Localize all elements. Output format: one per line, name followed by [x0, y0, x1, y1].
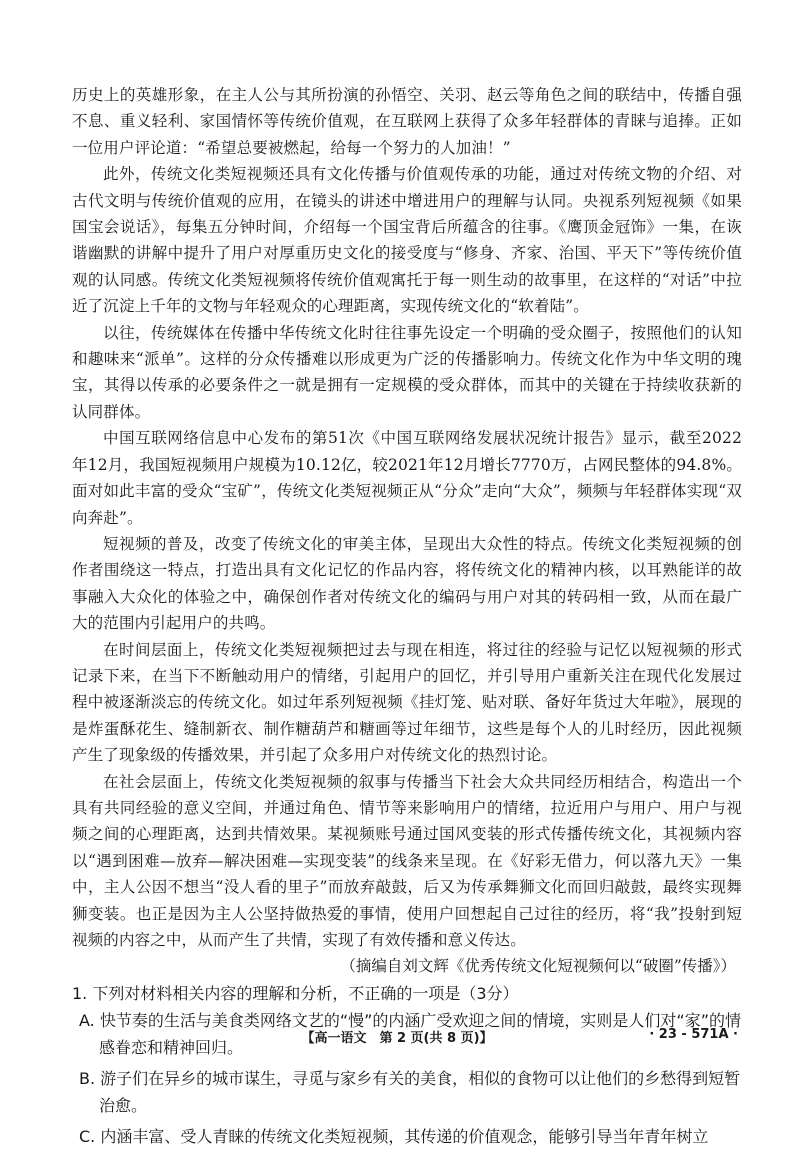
passage-paragraph: 短视频的普及，改变了传统文化的审美主体，呈现出大众性的特点。传统文化类短视频的创作者围绕这一特点，打造出具有文化记忆的作品内容，将传统文化的精神内核，以耳熟能详的故事融入大众化的体验之中，确保创作者对传统文化的编码与用户对其的转码相一致，从而在最广大的范围内引起用户的共鸣。 — [72, 534, 742, 633]
footer-exam-code: · 23 - 571A · — [649, 1027, 738, 1042]
question-stem: 1. 下列对材料相关内容的理解和分析，不正确的一项是（3分） — [72, 983, 519, 1003]
option-c: C. 内涵丰富、受人青睐的传统文化类短视频，其传递的价值观念，能够引导当年青年树立 — [79, 1126, 709, 1146]
document-page — [72, 82, 742, 1154]
option-b: B. 游子们在异乡的城市谋生，寻觅与家乡有关的美食，相似的食物可以让他们的乡愁得到短暂治愈。 — [79, 1068, 741, 1115]
option-a: A. 快节奏的生活与美食类网络文艺的“慢”的内涵广受欢迎之间的情境，实则是人们对“家”的情感眷恋和精神回归。 — [79, 1010, 741, 1057]
footer-page-info: 【高一语文 第 2 页(共 8 页)】 — [301, 1031, 493, 1046]
passage-paragraph: 中国互联网络信息中心发布的第51次《中国互联网络发展状况统计报告》显示，截至2022年12月，我国短视频用户规模为10.12亿，较2021年12月增长7770万，占网民整体的94.8%。面对如此丰富的受众“宝矿”，传统文化类短视频正从“分众”走向“大众”，频频与年轻群体实现“双向奔赴”。 — [72, 429, 742, 527]
passage-paragraph: 历史上的英雄形象，在主人公与其所扮演的孙悟空、关羽、赵云等角色之间的联结中，传播自强不息、重义轻利、家国情怀等传统价值观，在互联网上获得了众多年轻群体的青睐与追捧。正如一位用户评论道：“希望总要被燃起，给每一个努力的人加油！” — [72, 86, 742, 157]
passage-source: （摘编自刘文辉《优秀传统文化短视频何以“破圈”传播》） — [340, 957, 736, 976]
passage-paragraph: 在社会层面上，传统文化类短视频的叙事与传播当下社会大众共同经历相结合，构造出一个具有共同经验的意义空间，并通过角色、情节等来影响用户的情绪，拉近用户与用户、用户与视频之间的心理距离，达到共情效果。某视频账号通过国风变装的形式传播传统文化，其视频内容以“遇到困难—放弃—解决困难—实现变装”的线条来呈现。在《好彩无借力，何以落九天》一集中，主人公因不想当“没人看的里子”而放弃敲鼓，后又为传承舞狮文化而回归敲鼓，最终实现舞狮变装。也正是因为主人公坚持做热爱的事情，使用户回想起自己过往的经历，将“我”投射到短视频的内容之中，从而产生了共情，实现了有效传播和意义传达。 — [72, 772, 742, 949]
passage-paragraph: 以往，传统媒体在传播中华传统文化时往往事先设定一个明确的受众圈子，按照他们的认知和趣味来“派单”。这样的分众传播难以形成更为广泛的传播影响力。传统文化作为中华文明的瑰宝，其得以传承的必要条件之一就是拥有一定规模的受众群体，而其中的关键在于持续收获新的认同群体。 — [72, 323, 742, 421]
passage-paragraph: 在时间层面上，传统文化类短视频把过去与现在相连，将过往的经验与记忆以短视频的形式记录下来，在当下不断触动用户的情绪，引起用户的回忆，并引导用户重新关注在现代化发展过程中被逐渐淡忘的传统文化。如过年系列短视频《挂灯笼、贴对联、备好年货过大年啦》，展现的是炸蛋酥花生、缝制新衣、制作糖葫芦和糖画等过年细节，这些是每个人的儿时经历，因此视频产生了现象级的传播效果，并引起了众多用户对传统文化的热烈讨论。 — [72, 640, 742, 765]
passage-paragraph: 此外，传统文化类短视频还具有文化传播与价值观传承的功能，通过对传统文物的介绍、对古代文明与传统价值观的应用，在镜头的讲述中增进用户的理解与认同。央视系列短视频《如果国宝会说话》，每集五分钟时间，介绍每一个国宝背后所蕴含的往事。《鹰顶金冠饰》一集，在诙谐幽默的讲解中提升了用户对厚重历史文化的接受度与“修身、齐家、治国、平天下”等传统价值观的认同感。传统文化类短视频将传统价值观寓托于每一则生动的故事里，在这样的“对话”中拉近了沉淀上千年的文物与年轻观众的心理距离，实现传统文化的“软着陆”。 — [72, 165, 742, 316]
page-footer — [0, 1027, 794, 1049]
